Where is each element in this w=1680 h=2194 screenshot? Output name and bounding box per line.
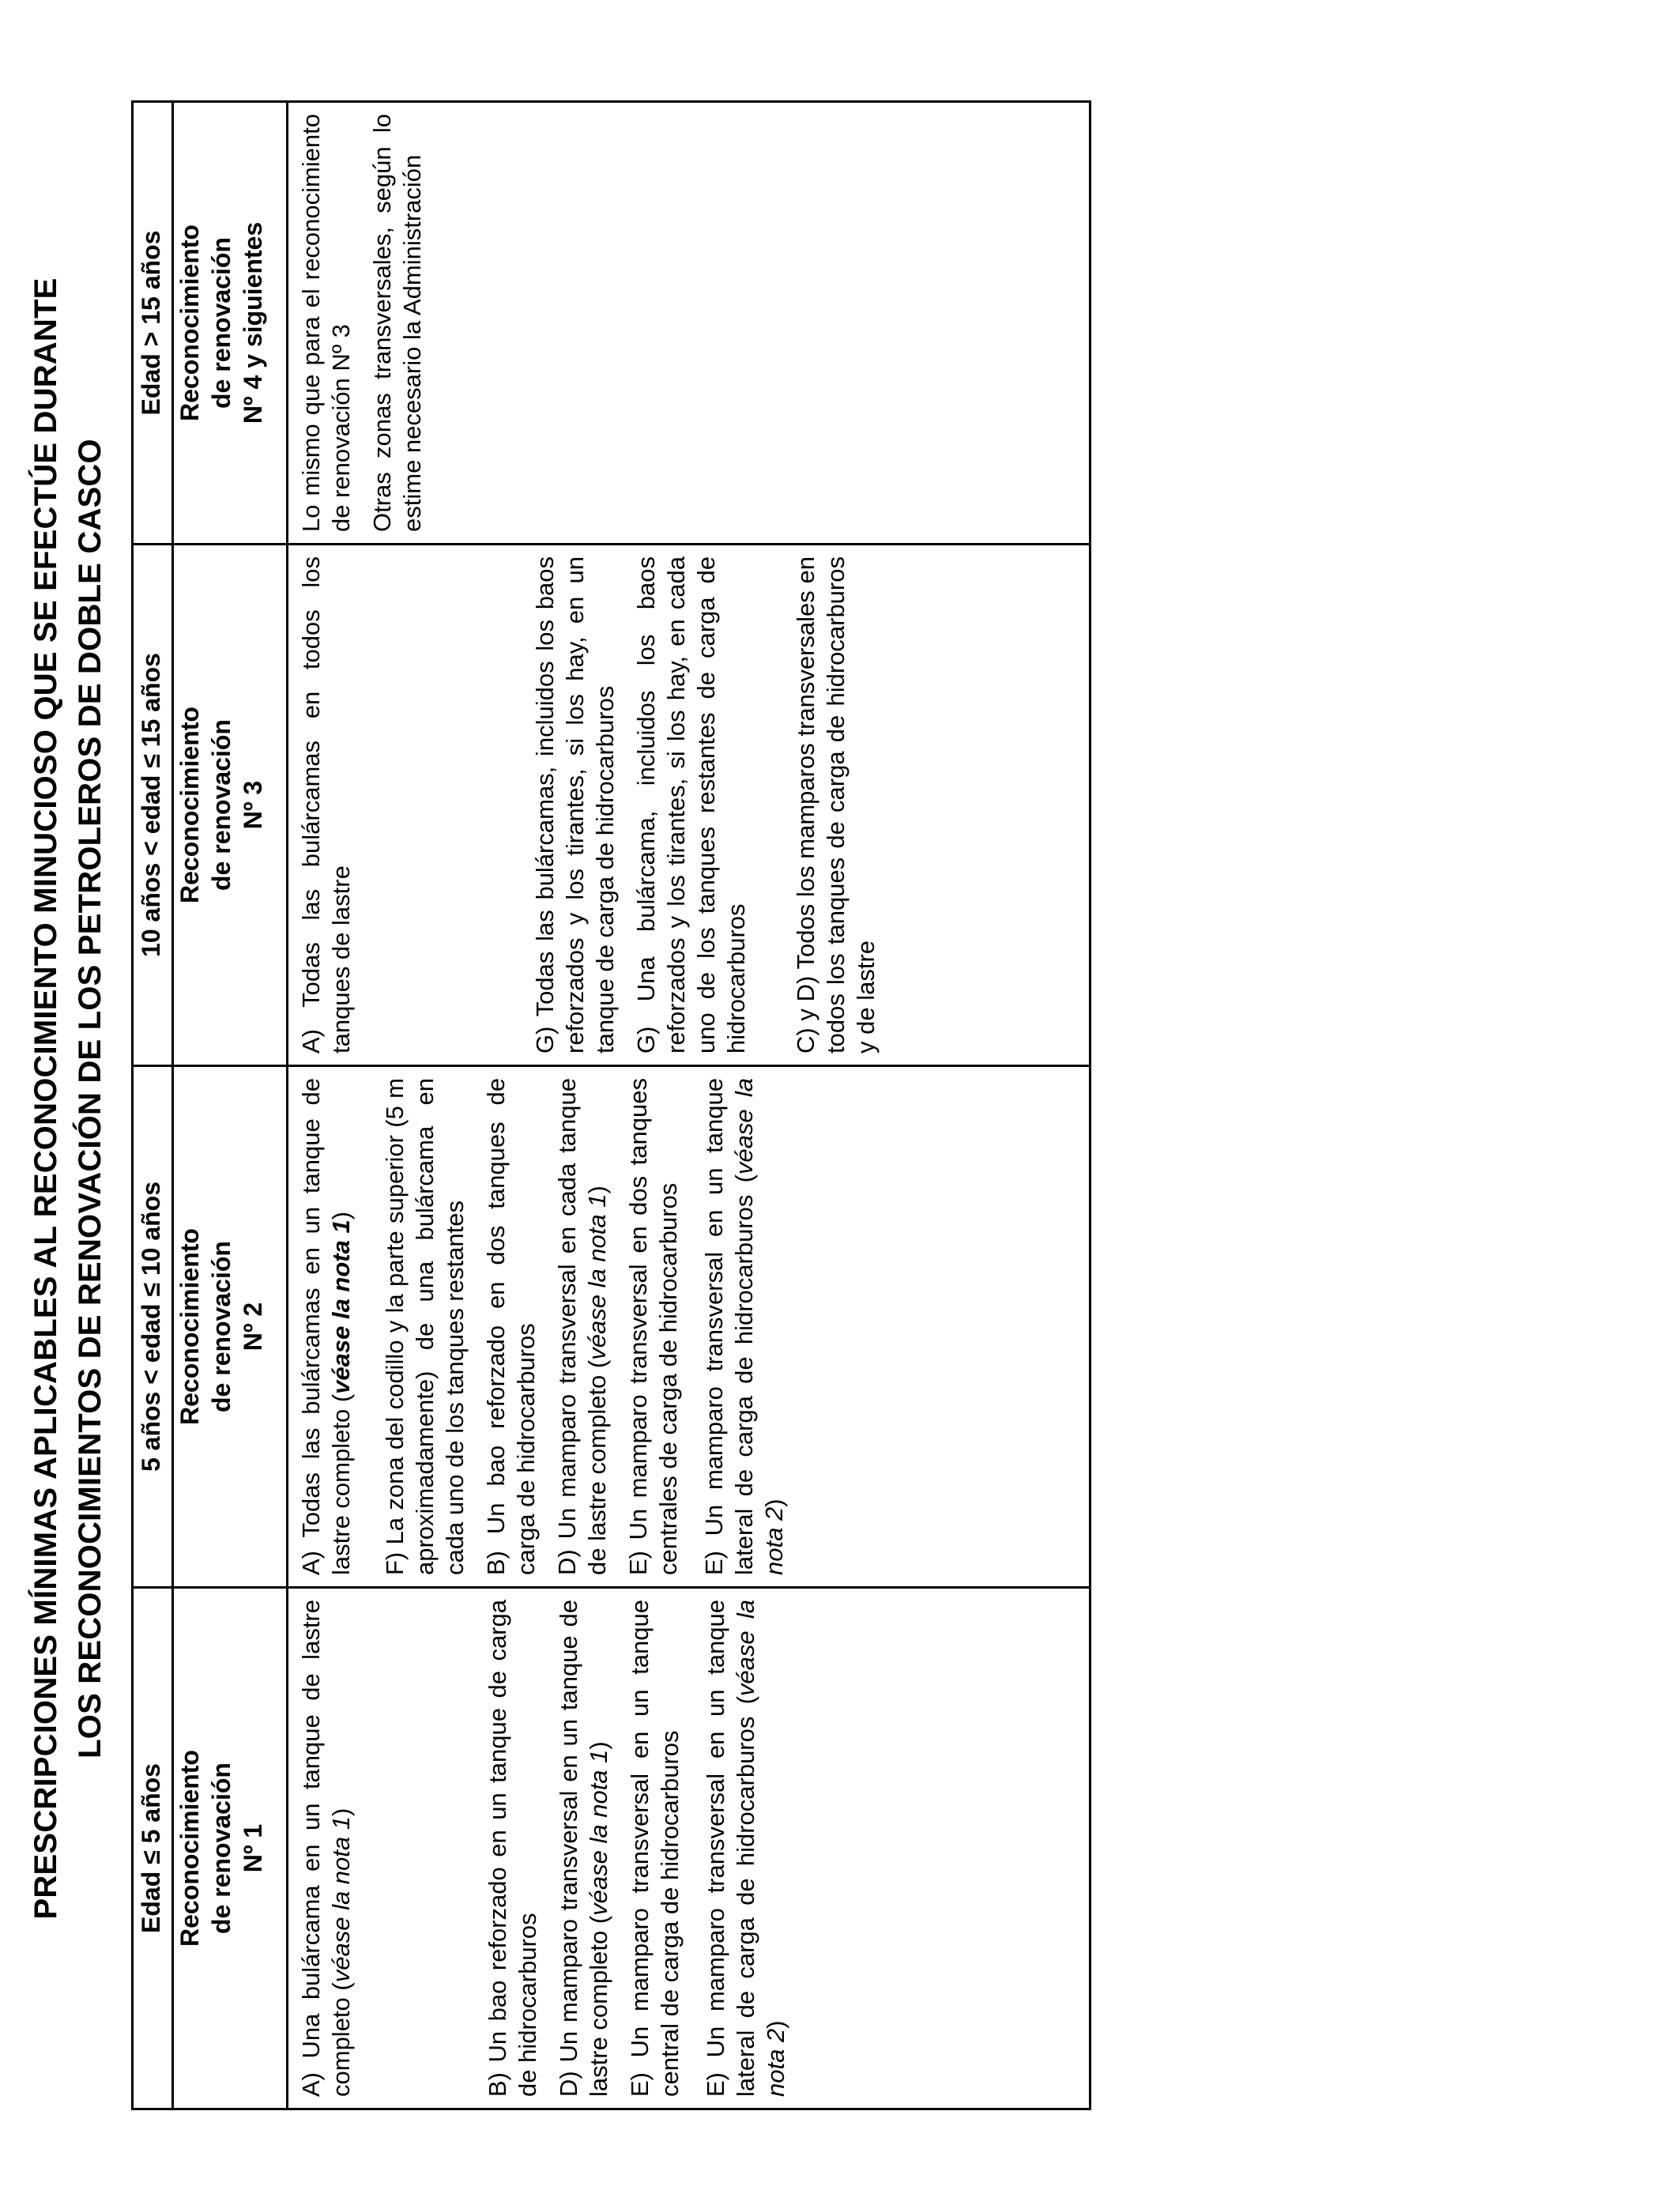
requirement-item (625, 1600, 685, 2097)
note-reference: véase la nota 1 (327, 1220, 355, 1394)
requirement-item (296, 1600, 356, 2097)
requirement-text: Otras zonas transversales, según lo estime necesario la Administración (368, 114, 426, 532)
survey-header-line: Reconocimiento (175, 707, 204, 903)
survey-header-line: de renovación (207, 1762, 235, 1934)
requirement-item (791, 556, 881, 1054)
age-header-3: 10 años < edad ≤ 15 años (133, 545, 173, 1066)
requirement-item (631, 556, 751, 1054)
requirement-text: G) Una bulárcama, incluidos los baos reforzados y los tirantes, si los hay, en cada uno de los tanques restantes de carga de hidrocarburos (632, 556, 750, 1054)
survey-header-line: de renovación (207, 719, 235, 891)
closing-paren: ) (327, 1808, 355, 1816)
requirement-item (483, 1600, 543, 2097)
survey-header-2 (173, 1066, 288, 1588)
requirement-item (699, 1078, 789, 1575)
survey-header-line: de renovación (207, 237, 235, 409)
requirement-text: G) Todas las bulárcamas, incluidos los baos reforzados y los tirantes, si los hay, en un tanque de carga de hidrocarburos (531, 556, 619, 1054)
note-reference: véase la nota 1 (583, 1193, 611, 1360)
survey-header-line: Nº 1 (239, 1823, 267, 1873)
requirement-text: A) Una bulárcama en un tanque de lastre completo ( (297, 1600, 355, 2097)
body-cell-2 (288, 1066, 1090, 1588)
survey-header-line: Nº 2 (239, 1302, 267, 1351)
requirement-text: Lo mismo que para el reconocimiento de renovación Nº 3 (297, 114, 355, 532)
note-reference: véase la nota 2 (730, 1078, 788, 1575)
requirement-text: E) Un mamparo transversal en un tanque lateral de carga de hidrocarburos ( (702, 1600, 759, 2097)
requirements-list (288, 1589, 791, 2108)
requirement-item (380, 1078, 470, 1575)
requirement-item (701, 1600, 791, 2097)
closing-paren: ) (585, 1741, 612, 1750)
requirement-text: A) Todas las bulárcamas en todos los tanques de lastre (297, 556, 355, 1054)
survey-header-1 (173, 1588, 288, 2109)
closing-paren: ) (583, 1186, 611, 1194)
note-reference: véase la nota 2 (732, 1600, 789, 2097)
requirement-item (296, 1078, 356, 1575)
survey-header-line: Nº 4 y siguientes (239, 221, 267, 424)
requirement-text: E) Un mamparo transversal en un tanque lateral de carga de hidrocarburos ( (700, 1078, 758, 1575)
requirement-text: D) Un mamparo transversal en un tanque de lastre completo ( (555, 1600, 612, 2097)
rotated-page (24, 47, 1090, 2150)
page-title (24, 47, 112, 2150)
requirement-item (552, 1078, 612, 1575)
survey-header-line: Reconocimiento (175, 1228, 204, 1425)
title-line-2: LOS RECONOCIMIENTOS DE RENOVACIÓN DE LOS PETROLEROS DE DOBLE CASCO (73, 439, 107, 1759)
body-row (288, 102, 1090, 2109)
closing-paren: ) (327, 1211, 355, 1220)
requirements-list (288, 103, 428, 543)
age-header-1: Edad ≤ 5 años (133, 1588, 173, 2109)
requirements-table (131, 100, 1091, 2110)
closing-paren: ) (762, 2020, 789, 2029)
survey-header-line: Reconocimiento (175, 1750, 204, 1947)
requirement-item (367, 114, 428, 532)
requirement-text: F) La zona del codillo y la parte superior (5 m aproximadamente) de una bulárcama en cada uno de los tanques restantes (381, 1078, 469, 1575)
survey-header-line: de renovación (207, 1241, 235, 1412)
body-cell-3 (288, 545, 1090, 1066)
survey-header-line: Nº 3 (239, 780, 267, 830)
requirement-text: D) Un mamparo transversal en cada tanque de lastre completo ( (553, 1078, 611, 1575)
note-reference: véase la nota 1 (585, 1749, 612, 1916)
requirements-list (288, 545, 881, 1065)
title-line-1: PRESCRIPCIONES MÍNIMAS APLICABLES AL RECONOCIMIENTO MINUCIOSO QUE SE EFECTÚE DURANTE (28, 277, 63, 1920)
age-header-row (133, 102, 173, 2109)
requirement-item (296, 556, 356, 1054)
age-header-4: Edad > 15 años (133, 102, 173, 545)
requirement-text: B) Un bao reforzado en un tanque de carga de hidrocarburos (484, 1600, 541, 2097)
requirement-text: C) y D) Todos los mamparos transversales en todos los tanques de carga de hidrocarburos y de lastre (792, 556, 880, 1054)
survey-header-row (173, 102, 288, 2109)
body-cell-1 (288, 1588, 1090, 2109)
requirements-list (288, 1067, 789, 1586)
requirement-text: A) Todas las bulárcamas en un tanque de lastre completo ( (297, 1078, 355, 1575)
survey-header-line: Reconocimiento (175, 224, 204, 421)
note-reference: véase la nota 1 (327, 1816, 355, 1983)
requirement-item (481, 1078, 541, 1575)
requirement-item (296, 114, 356, 532)
requirement-item (623, 1078, 684, 1575)
age-header-2: 5 años < edad ≤ 10 años (133, 1066, 173, 1588)
requirement-item (554, 1600, 614, 2097)
closing-paren: ) (760, 1498, 788, 1507)
survey-header-3 (173, 545, 288, 1066)
requirement-text: B) Un bao reforzado en dos tanques de carga de hidrocarburos (482, 1078, 540, 1575)
requirement-text: E) Un mamparo transversal en un tanque central de carga de hidrocarburos (626, 1600, 684, 2097)
body-cell-4 (288, 102, 1090, 545)
requirement-text: E) Un mamparo transversal en dos tanques centrales de carga de hidrocarburos (624, 1078, 682, 1575)
survey-header-4 (173, 102, 288, 545)
requirement-item (530, 556, 620, 1054)
